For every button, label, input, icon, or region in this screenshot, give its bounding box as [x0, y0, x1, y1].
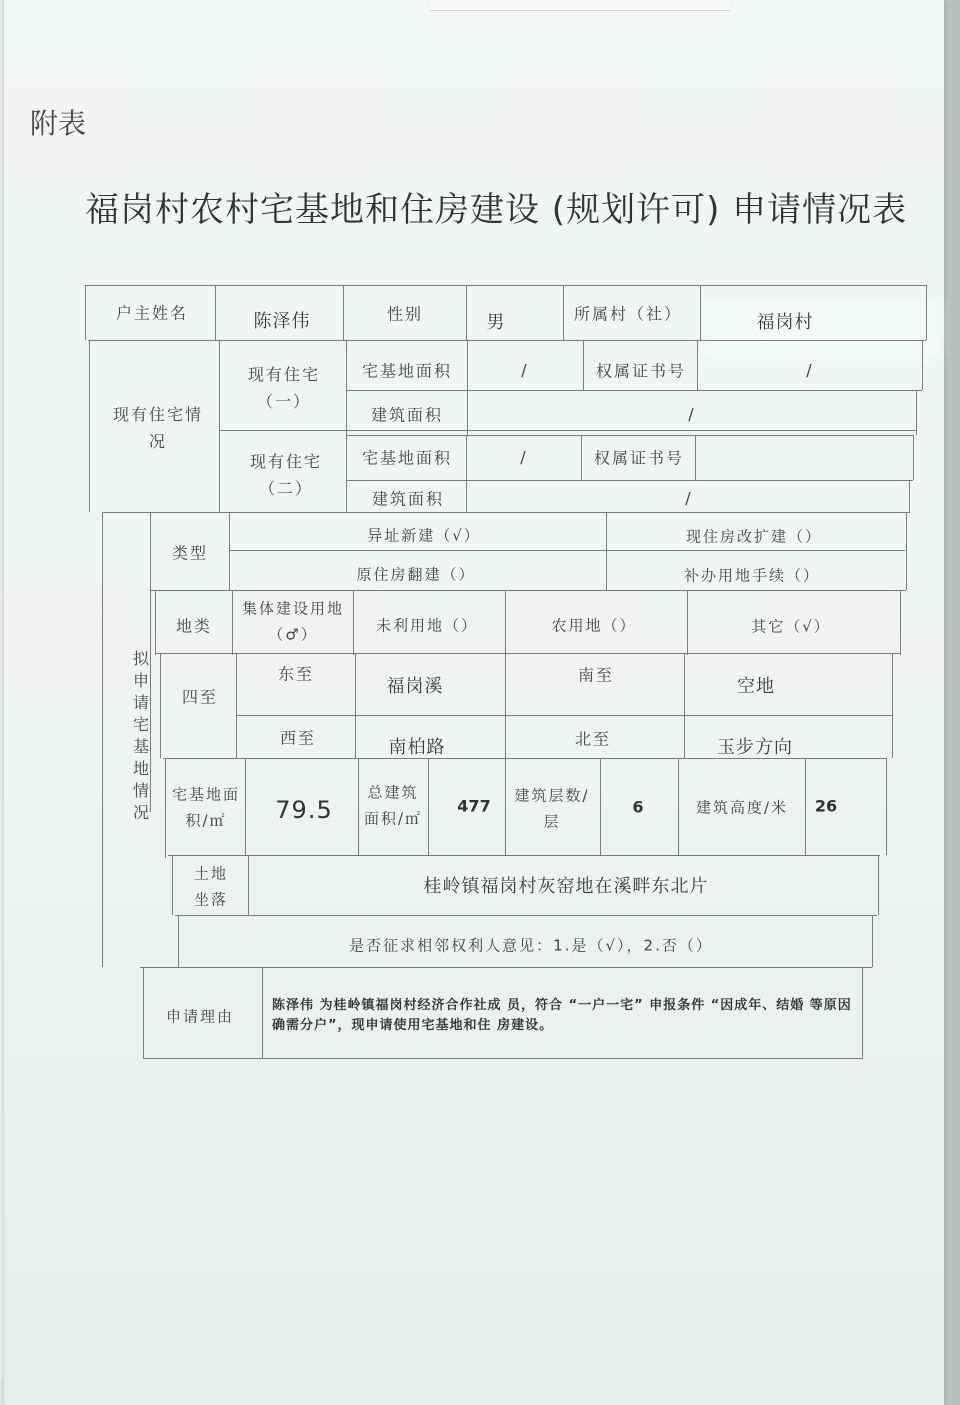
house1-build-area-value: / — [688, 404, 696, 424]
owner-name-value: 陈泽伟 — [253, 311, 311, 332]
house1-cert-value: / — [806, 360, 814, 380]
house2-build-area-value: / — [685, 488, 693, 508]
village-value: 福岗村 — [756, 312, 814, 333]
neighbor-opinion: 是否征求相邻权利人意见：1.是（√），2.否（） — [349, 936, 713, 955]
reason-label: 申请理由 — [165, 1007, 235, 1026]
height-label: 建筑高度/米 — [695, 798, 789, 817]
land-class-label: 地类 — [175, 616, 213, 636]
house1-land-area-value: / — [521, 360, 529, 380]
north-value: 玉步方向 — [717, 737, 793, 758]
existing-house-1-label: 现有住宅（一） — [247, 364, 320, 411]
type-label: 类型 — [171, 543, 209, 563]
house1-build-area-label: 建筑面积 — [370, 405, 444, 425]
top-paper-strip — [430, 0, 730, 11]
location-label: 土地坐落 — [193, 864, 228, 908]
house2-cert-label: 权属证书号 — [593, 448, 685, 468]
annex-label: 附表 — [30, 107, 87, 140]
land-class-farmland: 农用地（） — [551, 616, 637, 635]
type-option-permit: 补办用地手续（） — [683, 566, 821, 585]
height-value: 26 — [814, 796, 838, 816]
house1-land-area-label: 宅基地面积 — [361, 361, 453, 381]
existing-house-2-label: 现有住宅（二） — [249, 451, 322, 498]
light-glare — [700, 300, 940, 360]
village-label: 所属村（社） — [573, 304, 683, 324]
gender-label: 性别 — [386, 304, 424, 324]
land-class-unused: 未利用地（） — [375, 616, 479, 635]
type-option-new-site: 异址新建（√） — [367, 526, 481, 545]
land-area-value: 79.5 — [275, 796, 333, 824]
location-value: 桂岭镇福岗村灰窑地在溪畔东北片 — [423, 876, 709, 897]
land-class-other: 其它（√） — [751, 617, 831, 636]
gender-value: 男 — [486, 312, 506, 333]
total-area-label: 总建筑面积/㎡ — [363, 783, 423, 827]
house2-land-area-label: 宅基地面积 — [361, 448, 453, 468]
north-label: 北至 — [574, 729, 612, 749]
floors-value: 6 — [632, 797, 644, 817]
land-class-collective: 集体建设用地（♂） — [241, 599, 344, 643]
west-label: 西至 — [279, 728, 317, 748]
proposed-section-label: 拟申请宅基地情况 — [130, 650, 150, 826]
form-title: 福岗村农村宅基地和住房建设 (规划许可) 申请情况表 — [85, 190, 908, 230]
house2-land-area-value: / — [520, 447, 528, 467]
boundary-label: 四至 — [181, 687, 219, 707]
house1-cert-label: 权属证书号 — [595, 361, 687, 381]
west-value: 南柏路 — [388, 737, 446, 758]
south-label: 南至 — [577, 665, 615, 685]
reason-text: 陈泽伟 为桂岭镇福岗村经济合作社成 员，符合 “一户一宅” 申报条件 “因成年、结婚 等原因确需分户”，现申请使用宅基地和住 房建设。 — [272, 998, 852, 1033]
east-label: 东至 — [277, 664, 315, 684]
type-option-rebuild: 原住房翻建（） — [356, 565, 476, 584]
east-value: 福岗溪 — [386, 676, 444, 697]
owner-name-label: 户主姓名 — [115, 303, 189, 323]
house2-build-area-label: 建筑面积 — [371, 489, 445, 509]
existing-housing-label: 现有住宅情况 — [112, 404, 203, 451]
floors-label: 建筑层数/层 — [514, 786, 590, 830]
type-option-expand: 现住房改扩建（） — [685, 527, 823, 546]
total-area-value: 477 — [457, 796, 491, 816]
south-value: 空地 — [737, 676, 775, 697]
land-area-label: 宅基地面积/㎡ — [171, 785, 240, 829]
